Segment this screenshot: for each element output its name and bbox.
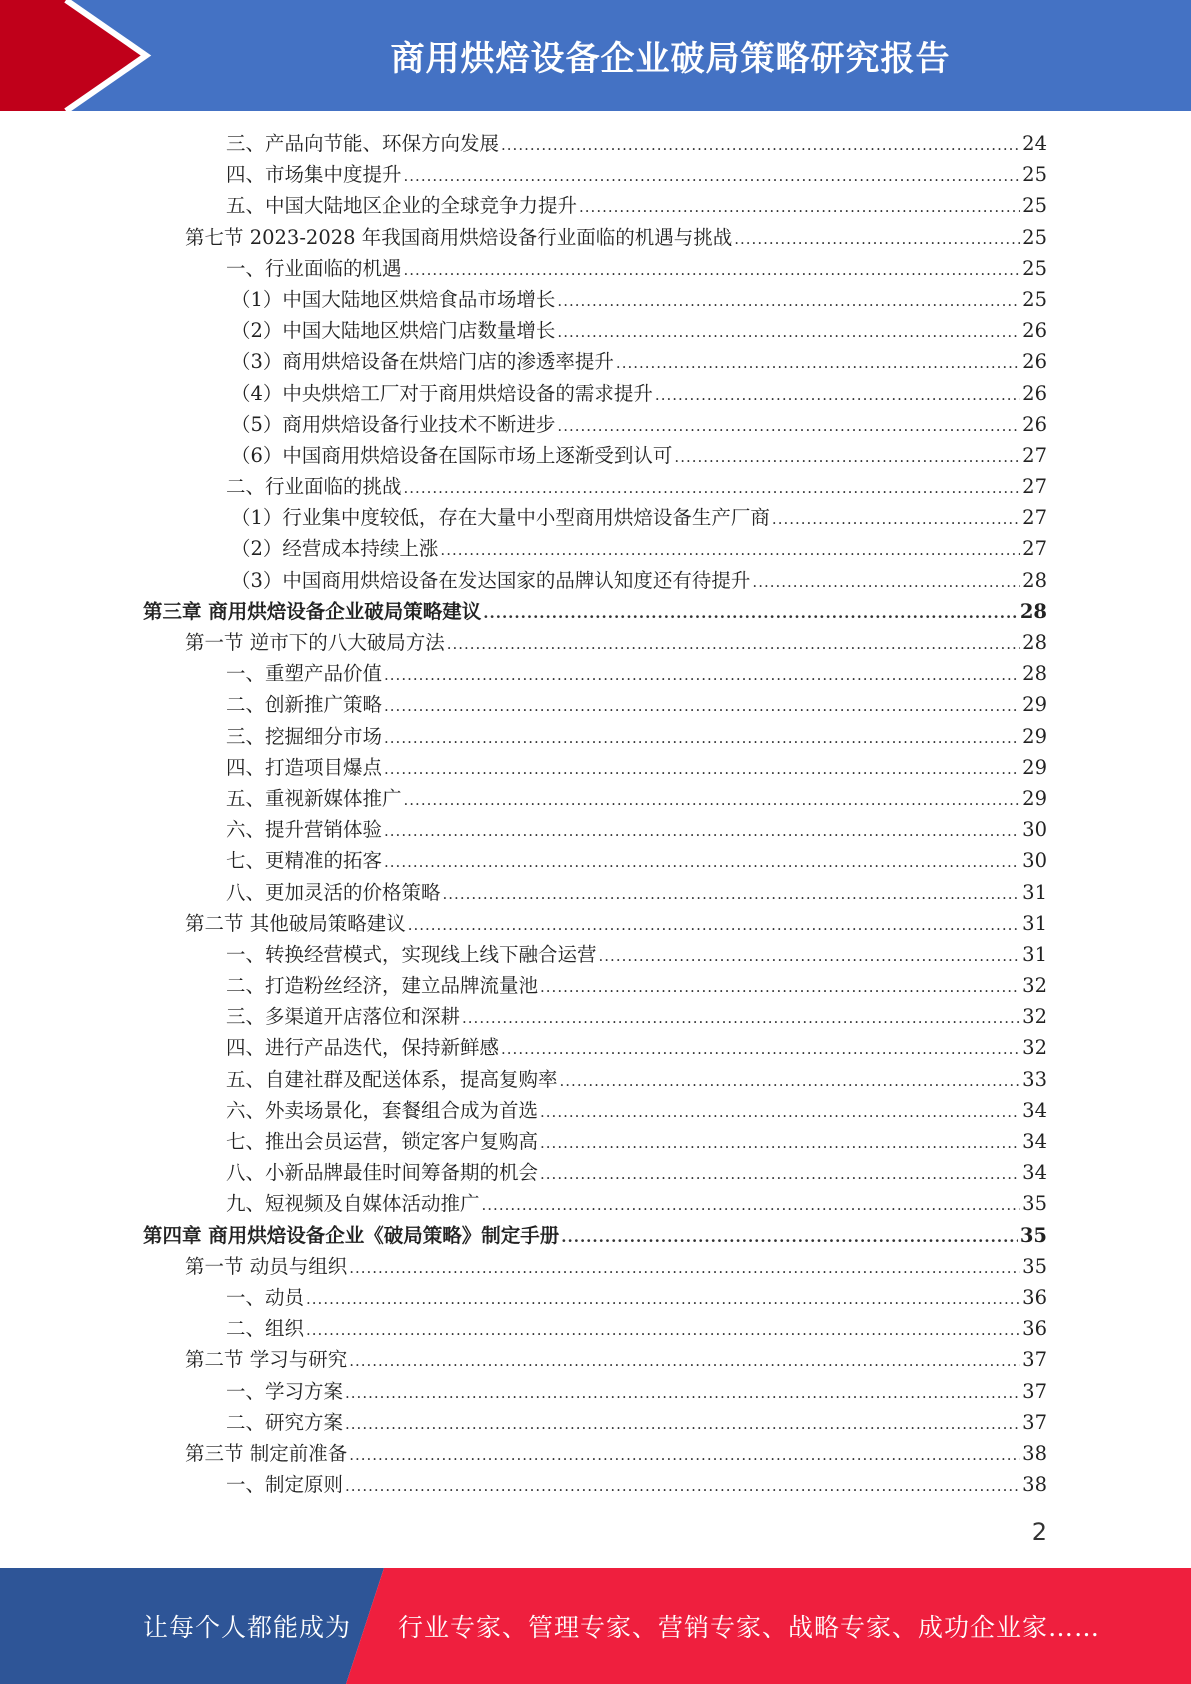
page-header — [0, 0, 1191, 111]
toc-entry-page: 26 — [1022, 412, 1047, 436]
toc-entry-label: （1）中国大陆地区烘焙食品市场增长 — [231, 287, 556, 311]
toc-entry-label: （5）商用烘焙设备行业技术不断进步 — [231, 412, 556, 436]
toc-dot-leader — [540, 1128, 1020, 1159]
toc-entry[interactable] — [226, 190, 1047, 221]
toc-dot-leader — [579, 192, 1020, 223]
toc-entry[interactable] — [226, 1313, 1047, 1344]
toc-dot-leader — [557, 411, 1020, 442]
table-of-contents — [0, 128, 1191, 1500]
toc-dot-leader — [674, 442, 1020, 473]
toc-entry-label: 二、打造粉丝经济，建立品牌流量池 — [226, 974, 539, 998]
toc-entry-label: 第一节 动员与组织 — [185, 1254, 348, 1278]
toc-entry[interactable] — [231, 440, 1047, 471]
toc-entry-page: 27 — [1022, 537, 1047, 561]
toc-entry[interactable] — [226, 471, 1047, 502]
toc-entry[interactable] — [226, 845, 1047, 876]
toc-entry[interactable] — [185, 222, 1047, 253]
footer-slogan-right: 行业专家、管理专家、营销专家、战略专家、成功企业家…… — [398, 1613, 1101, 1642]
toc-entry[interactable] — [226, 689, 1047, 720]
toc-dot-leader — [384, 847, 1020, 878]
toc-dot-leader — [772, 504, 1020, 535]
toc-entry[interactable] — [226, 128, 1047, 159]
toc-entry-label: （2）经营成本持续上涨 — [231, 537, 439, 561]
toc-entry-label: 三、挖掘细分市场 — [226, 724, 383, 748]
toc-dot-leader — [306, 1284, 1020, 1315]
toc-dot-leader — [345, 1378, 1020, 1409]
toc-entry-page: 29 — [1022, 755, 1047, 779]
toc-dot-leader — [557, 286, 1020, 317]
toc-entry-page: 32 — [1022, 974, 1047, 998]
toc-entry-page: 25 — [1022, 225, 1047, 249]
toc-entry-page: 28 — [1022, 631, 1047, 654]
toc-entry-label: 三、多渠道开店落位和深耕 — [226, 1005, 461, 1029]
toc-entry-page: 25 — [1022, 256, 1047, 280]
toc-entry-label: 第三节 制定前准备 — [185, 1441, 348, 1465]
toc-entry-page: 28 — [1022, 568, 1047, 592]
toc-entry-page: 36 — [1022, 1285, 1047, 1309]
toc-entry-page: 26 — [1022, 350, 1047, 374]
toc-entry-label: （1）行业集中度较低，存在大量中小型商用烘焙设备生产厂商 — [231, 506, 770, 530]
toc-dot-leader — [404, 255, 1021, 286]
toc-entry[interactable] — [231, 533, 1047, 564]
toc-entry-page: 34 — [1022, 1098, 1047, 1122]
toc-entry[interactable] — [185, 1344, 1047, 1375]
toc-dot-leader — [560, 1066, 1021, 1097]
toc-dot-leader — [483, 598, 1018, 629]
toc-dot-leader — [349, 1346, 1020, 1377]
page-footer — [0, 1568, 1191, 1684]
toc-dot-leader — [655, 380, 1020, 411]
toc-entry[interactable] — [226, 783, 1047, 814]
report-title: 商用烘焙设备企业破局策略研究报告 — [390, 39, 951, 79]
toc-entry-page: 25 — [1022, 163, 1047, 187]
toc-dot-leader — [345, 1471, 1020, 1502]
toc-dot-leader — [501, 1034, 1020, 1065]
toc-entry-page: 31 — [1022, 942, 1047, 966]
toc-entry-label: 二、行业面临的挑战 — [226, 475, 402, 499]
toc-entry-label: 一、学习方案 — [226, 1379, 344, 1403]
toc-entry-label: 三、产品向节能、环保方向发展 — [226, 132, 500, 155]
toc-entry-label: 一、动员 — [226, 1285, 305, 1309]
toc-entry-page: 28 — [1022, 662, 1047, 686]
toc-dot-leader — [501, 130, 1020, 161]
toc-entry-label: 第二节 其他破局策略建议 — [185, 911, 406, 935]
toc-entry-page: 31 — [1022, 880, 1047, 904]
toc-entry[interactable] — [231, 502, 1047, 533]
toc-entry[interactable] — [185, 1251, 1047, 1282]
toc-dot-leader — [306, 1315, 1020, 1346]
toc-entry[interactable] — [185, 1438, 1047, 1469]
toc-entry[interactable] — [226, 752, 1047, 783]
toc-entry-label: （6）中国商用烘焙设备在国际市场上逐渐受到认可 — [231, 443, 673, 467]
toc-entry[interactable] — [226, 253, 1047, 284]
toc-entry-label: 第三章 商用烘焙设备企业破局策略建议 — [143, 599, 482, 623]
toc-entry-page: 30 — [1022, 818, 1047, 842]
toc-entry-page: 27 — [1022, 506, 1047, 530]
toc-entry-label: 第七节 2023-2028 年我国商用烘焙设备行业面临的机遇与挑战 — [185, 225, 733, 249]
toc-entry-page: 35 — [1019, 1223, 1047, 1247]
toc-entry[interactable] — [226, 970, 1047, 1001]
toc-dot-leader — [345, 1409, 1020, 1440]
toc-dot-leader — [561, 1222, 1018, 1253]
toc-entry-page: 38 — [1022, 1441, 1047, 1465]
toc-entry[interactable] — [231, 565, 1047, 596]
toc-entry[interactable] — [226, 658, 1047, 689]
toc-entry-page: 32 — [1022, 1036, 1047, 1060]
toc-entry[interactable] — [226, 1032, 1047, 1063]
toc-entry-label: 七、更精准的拓客 — [226, 849, 383, 873]
toc-entry-label: 第一节 逆市下的八大破局方法 — [185, 631, 445, 654]
toc-entry-label: （2）中国大陆地区烘焙门店数量增长 — [231, 319, 556, 343]
toc-entry-page: 26 — [1022, 381, 1047, 405]
toc-entry-page: 26 — [1022, 319, 1047, 343]
toc-entry[interactable] — [226, 1095, 1047, 1126]
toc-entry-page: 34 — [1022, 1130, 1047, 1153]
toc-dot-leader — [384, 691, 1020, 722]
toc-entry[interactable] — [226, 1469, 1047, 1500]
toc-dot-leader — [616, 348, 1020, 379]
toc-entry-label: 第四章 商用烘焙设备企业《破局策略》制定手册 — [143, 1223, 560, 1247]
toc-entry-label: 八、更加灵活的价格策略 — [226, 880, 441, 904]
toc-entry[interactable] — [226, 159, 1047, 190]
toc-dot-leader — [384, 723, 1020, 754]
toc-dot-leader — [384, 754, 1020, 785]
toc-entry-page: 29 — [1022, 693, 1047, 717]
toc-entry[interactable] — [226, 721, 1047, 752]
toc-dot-leader — [440, 535, 1020, 566]
toc-entry-page: 27 — [1022, 443, 1047, 467]
toc-entry-page: 30 — [1022, 849, 1047, 873]
toc-entry-page: 29 — [1022, 786, 1047, 810]
toc-entry[interactable] — [231, 409, 1047, 440]
toc-entry-page: 25 — [1022, 287, 1047, 311]
toc-entry-page: 28 — [1019, 599, 1047, 623]
toc-entry[interactable] — [231, 346, 1047, 377]
toc-entry[interactable] — [226, 877, 1047, 908]
toc-dot-leader — [443, 879, 1021, 910]
toc-entry-label: 五、自建社群及配送体系，提高复购率 — [226, 1067, 558, 1091]
toc-entry[interactable] — [231, 378, 1047, 409]
toc-entry-label: 四、打造项目爆点 — [226, 755, 383, 779]
toc-dot-leader — [404, 473, 1021, 504]
toc-entry-page: 29 — [1022, 724, 1047, 748]
toc-entry-page: 32 — [1022, 1005, 1047, 1029]
toc-entry[interactable] — [231, 284, 1047, 315]
toc-entry-page: 34 — [1022, 1161, 1047, 1185]
toc-entry-label: 一、行业面临的机遇 — [226, 256, 402, 280]
toc-entry-label: 一、转换经营模式，实现线上线下融合运营 — [226, 942, 597, 966]
toc-entry[interactable] — [143, 1220, 1047, 1251]
toc-dot-leader — [540, 1097, 1020, 1128]
toc-entry-label: 四、市场集中度提升 — [226, 163, 402, 187]
toc-entry-label: （3）商用烘焙设备在烘焙门店的渗透率提升 — [231, 350, 614, 374]
toc-dot-leader — [734, 224, 1020, 255]
page-number: 2 — [1031, 1518, 1047, 1546]
toc-entry-label: 七、推出会员运营，锁定客户复购高 — [226, 1130, 539, 1153]
toc-entry-page: 27 — [1022, 475, 1047, 499]
toc-entry-label: 一、重塑产品价值 — [226, 662, 383, 686]
toc-dot-leader — [404, 161, 1021, 192]
toc-dot-leader — [384, 816, 1020, 847]
toc-entry-page: 37 — [1022, 1379, 1047, 1403]
toc-entry[interactable] — [185, 908, 1047, 939]
toc-entry[interactable] — [226, 939, 1047, 970]
toc-entry-page: 33 — [1022, 1067, 1047, 1091]
toc-dot-leader — [599, 941, 1021, 972]
toc-entry-page: 35 — [1022, 1192, 1047, 1216]
toc-entry[interactable] — [226, 1157, 1047, 1188]
toc-dot-leader — [540, 1159, 1020, 1190]
toc-entry-label: 六、外卖场景化，套餐组合成为首选 — [226, 1098, 539, 1122]
toc-entry-page: 31 — [1022, 911, 1047, 935]
toc-entry-label: 四、进行产品迭代，保持新鲜感 — [226, 1036, 500, 1060]
header-chevron-graphic — [0, 0, 160, 111]
toc-entry-page: 35 — [1022, 1254, 1047, 1278]
toc-entry-page: 37 — [1022, 1410, 1047, 1434]
toc-entry[interactable] — [226, 1001, 1047, 1032]
toc-dot-leader — [482, 1190, 1021, 1221]
toc-dot-leader — [404, 785, 1021, 816]
toc-dot-leader — [384, 660, 1020, 691]
toc-entry-label: 第二节 学习与研究 — [185, 1348, 348, 1372]
toc-entry-label: 一、制定原则 — [226, 1473, 344, 1497]
toc-entry[interactable] — [226, 1064, 1047, 1095]
toc-entry[interactable] — [226, 814, 1047, 845]
toc-entry-label: 五、中国大陆地区企业的全球竞争力提升 — [226, 194, 578, 218]
toc-entry-page: 25 — [1022, 194, 1047, 218]
toc-entry-page: 37 — [1022, 1348, 1047, 1372]
toc-entry[interactable] — [226, 1188, 1047, 1219]
toc-entry[interactable] — [231, 315, 1047, 346]
toc-dot-leader — [752, 567, 1020, 598]
toc-dot-leader — [447, 629, 1020, 660]
toc-entry-page: 36 — [1022, 1317, 1047, 1341]
toc-entry-label: 二、研究方案 — [226, 1410, 344, 1434]
chevron-red-shape — [0, 0, 150, 111]
toc-entry[interactable] — [226, 1126, 1047, 1157]
toc-dot-leader — [462, 1003, 1020, 1034]
toc-entry-label: （3）中国商用烘焙设备在发达国家的品牌认知度还有待提升 — [231, 568, 751, 592]
toc-entry[interactable] — [226, 1407, 1047, 1438]
toc-entry-label: （4）中央烘焙工厂对于商用烘焙设备的需求提升 — [231, 381, 653, 405]
toc-entry[interactable] — [226, 1376, 1047, 1407]
toc-entry-label: 九、短视频及自媒体活动推广 — [226, 1192, 480, 1216]
toc-entry-label: 二、组织 — [226, 1317, 305, 1341]
toc-entry[interactable] — [143, 596, 1047, 627]
toc-entry-label: 八、小新品牌最佳时间筹备期的机会 — [226, 1161, 539, 1185]
toc-dot-leader — [408, 910, 1020, 941]
toc-entry[interactable] — [185, 627, 1047, 658]
toc-dot-leader — [557, 317, 1020, 348]
toc-entry[interactable] — [226, 1282, 1047, 1313]
toc-entry-label: 二、创新推广策略 — [226, 693, 383, 717]
toc-entry-label: 六、提升营销体验 — [226, 818, 383, 842]
toc-entry-page: 38 — [1022, 1473, 1047, 1497]
toc-dot-leader — [540, 972, 1020, 1003]
toc-entry-label: 五、重视新媒体推广 — [226, 786, 402, 810]
footer-slogan-left: 让每个人都能成为 — [143, 1613, 352, 1642]
toc-dot-leader — [349, 1253, 1020, 1284]
toc-entry-page: 24 — [1022, 132, 1047, 155]
toc-dot-leader — [349, 1440, 1020, 1471]
